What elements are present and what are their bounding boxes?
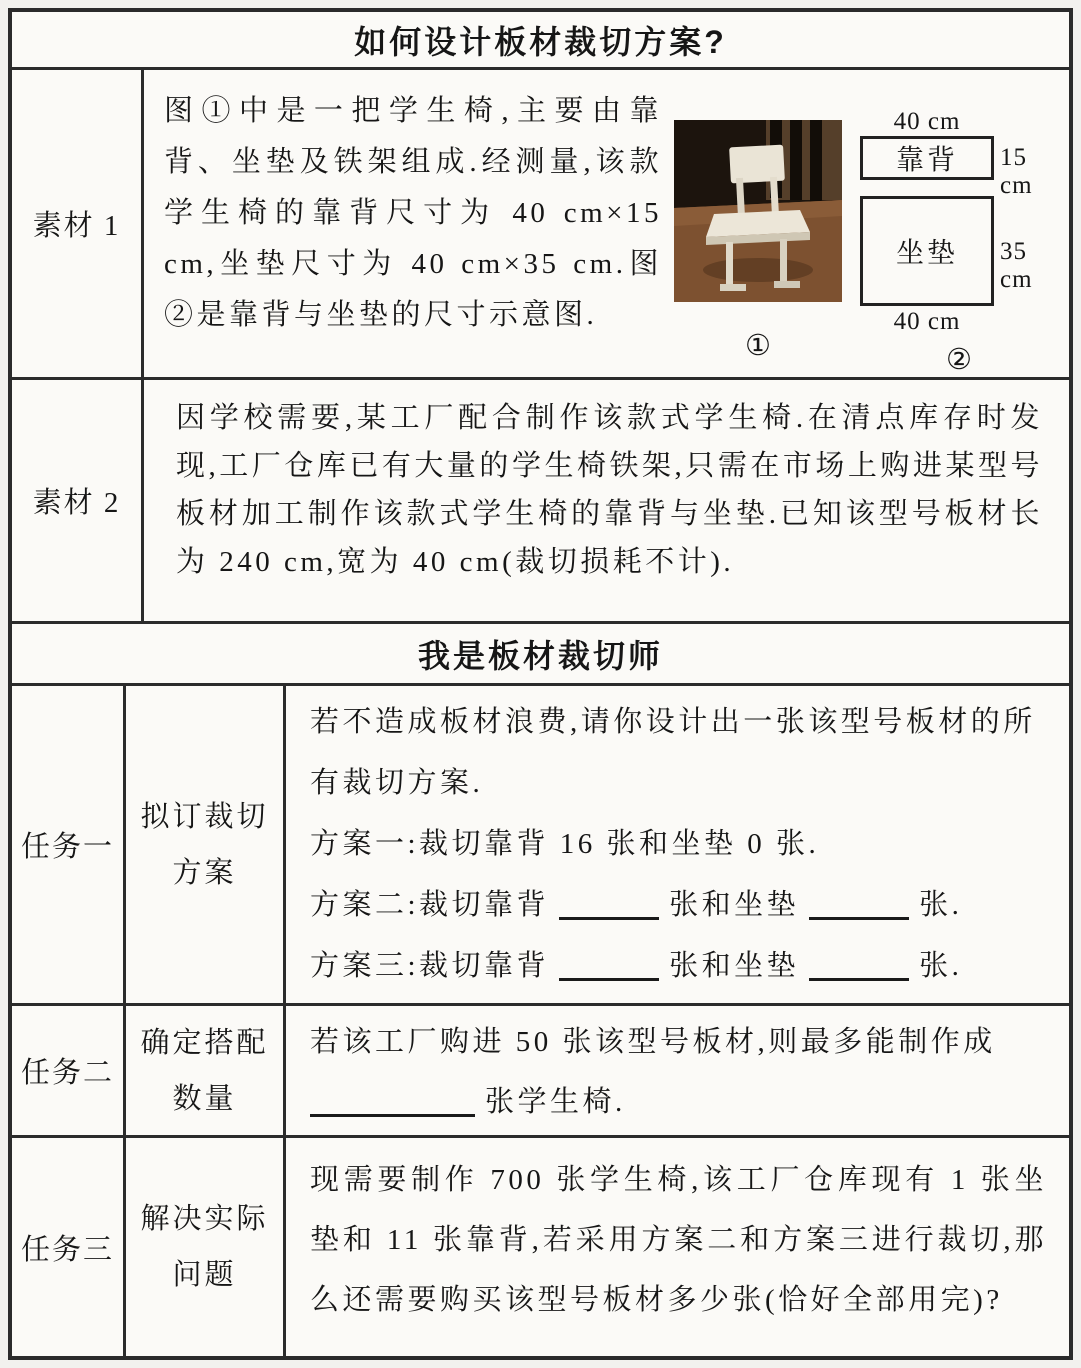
task2-line2 [310, 1072, 1047, 1132]
task1-label: 任务一 [12, 686, 126, 1003]
task1-plan3 [310, 936, 1047, 997]
dimension-diagram [860, 108, 1058, 335]
plan3-text-b: 张和坐垫 [669, 950, 800, 982]
seat-label: 坐垫 [895, 238, 958, 269]
task2-content [286, 1006, 1069, 1135]
plan3-seat-blank [809, 951, 909, 981]
plan2-seat-blank [809, 890, 909, 920]
material1-label: 素材 1 [12, 70, 144, 377]
dimension-diagram-figure [860, 108, 1058, 377]
material1-figures [674, 70, 1069, 377]
backrest-height-dim: 15 cm [1000, 144, 1033, 199]
worksheet-table [8, 8, 1073, 1360]
plan3-text-a: 方案三:裁切靠背 [310, 950, 550, 982]
task1-row [12, 686, 1069, 1006]
section-header-row [12, 624, 1069, 686]
plan2-text-c: 张. [919, 889, 963, 921]
material1-content [144, 70, 1069, 377]
photo-caption: ① [745, 330, 771, 362]
task1-subtitle: 拟订裁切方案 [126, 686, 286, 1003]
material1-row [12, 70, 1069, 380]
seat-box [860, 196, 994, 306]
material2-row [12, 380, 1069, 624]
backrest-width-dim: 40 cm [893, 108, 961, 135]
task2-chairs-blank [310, 1087, 475, 1117]
material2-label: 素材 2 [12, 380, 144, 621]
chair-photo-image [674, 120, 842, 302]
task1-intro: 若不造成板材浪费,请你设计出一张该型号板材的所有裁切方案. [310, 706, 1036, 799]
task3-text: 现需要制作 700 张学生椅,该工厂仓库现有 1 张坐垫和 11 张靠背,若采用方案二和方案三进行裁切,那么还需要购买该型号板材多少张(恰好全部用完)? [310, 1164, 1047, 1316]
task3-label: 任务三 [12, 1138, 126, 1356]
material1-text: 图①中是一把学生椅,主要由靠背、坐垫及铁架组成.经测量,该款学生椅的靠背尺寸为 40 cm×15 cm,坐垫尺寸为 40 cm×35 cm.图②是靠背与坐垫的尺寸示意图. [164, 95, 662, 331]
seat-width-dim: 40 cm [893, 308, 961, 335]
plan2-text-b: 张和坐垫 [669, 889, 800, 921]
task2-line2-text: 张学生椅. [485, 1086, 626, 1118]
plan2-text-a: 方案二:裁切靠背 [310, 889, 550, 921]
plan3-backrest-blank [559, 951, 659, 981]
plan3-text-c: 张. [919, 950, 963, 982]
material2-text: 因学校需要,某工厂配合制作该款式学生椅.在清点库存时发现,工厂仓库已有大量的学生椅铁架,只需在市场上购进某型号板材加工制作该款式学生椅的靠背与坐垫.已知该型号板材长为 240 cm,宽为 40 cm(裁切损耗不计). [176, 402, 1043, 578]
task1-plan2 [310, 875, 1047, 936]
task3-row [12, 1138, 1069, 1356]
chair-photo-figure [674, 120, 842, 377]
task3-subtitle: 解决实际问题 [126, 1138, 286, 1356]
backrest-box [860, 136, 994, 180]
task2-label: 任务二 [12, 1006, 126, 1135]
section-header: 我是板材裁切师 [417, 637, 663, 674]
page-title: 如何设计板材裁切方案? [354, 23, 727, 60]
title-row [12, 12, 1069, 70]
diagram-caption: ② [946, 344, 972, 376]
task2-line1: 若该工厂购进 50 张该型号板材,则最多能制作成 [310, 1026, 996, 1058]
task1-content [286, 686, 1069, 1003]
task1-plan1: 方案一:裁切靠背 16 张和坐垫 0 张. [310, 828, 820, 860]
task2-row [12, 1006, 1069, 1138]
task3-content [286, 1138, 1069, 1356]
seat-height-dim: 35 cm [1000, 238, 1033, 293]
plan2-backrest-blank [559, 890, 659, 920]
backrest-label: 靠背 [895, 145, 958, 176]
task2-subtitle: 确定搭配数量 [126, 1006, 286, 1135]
